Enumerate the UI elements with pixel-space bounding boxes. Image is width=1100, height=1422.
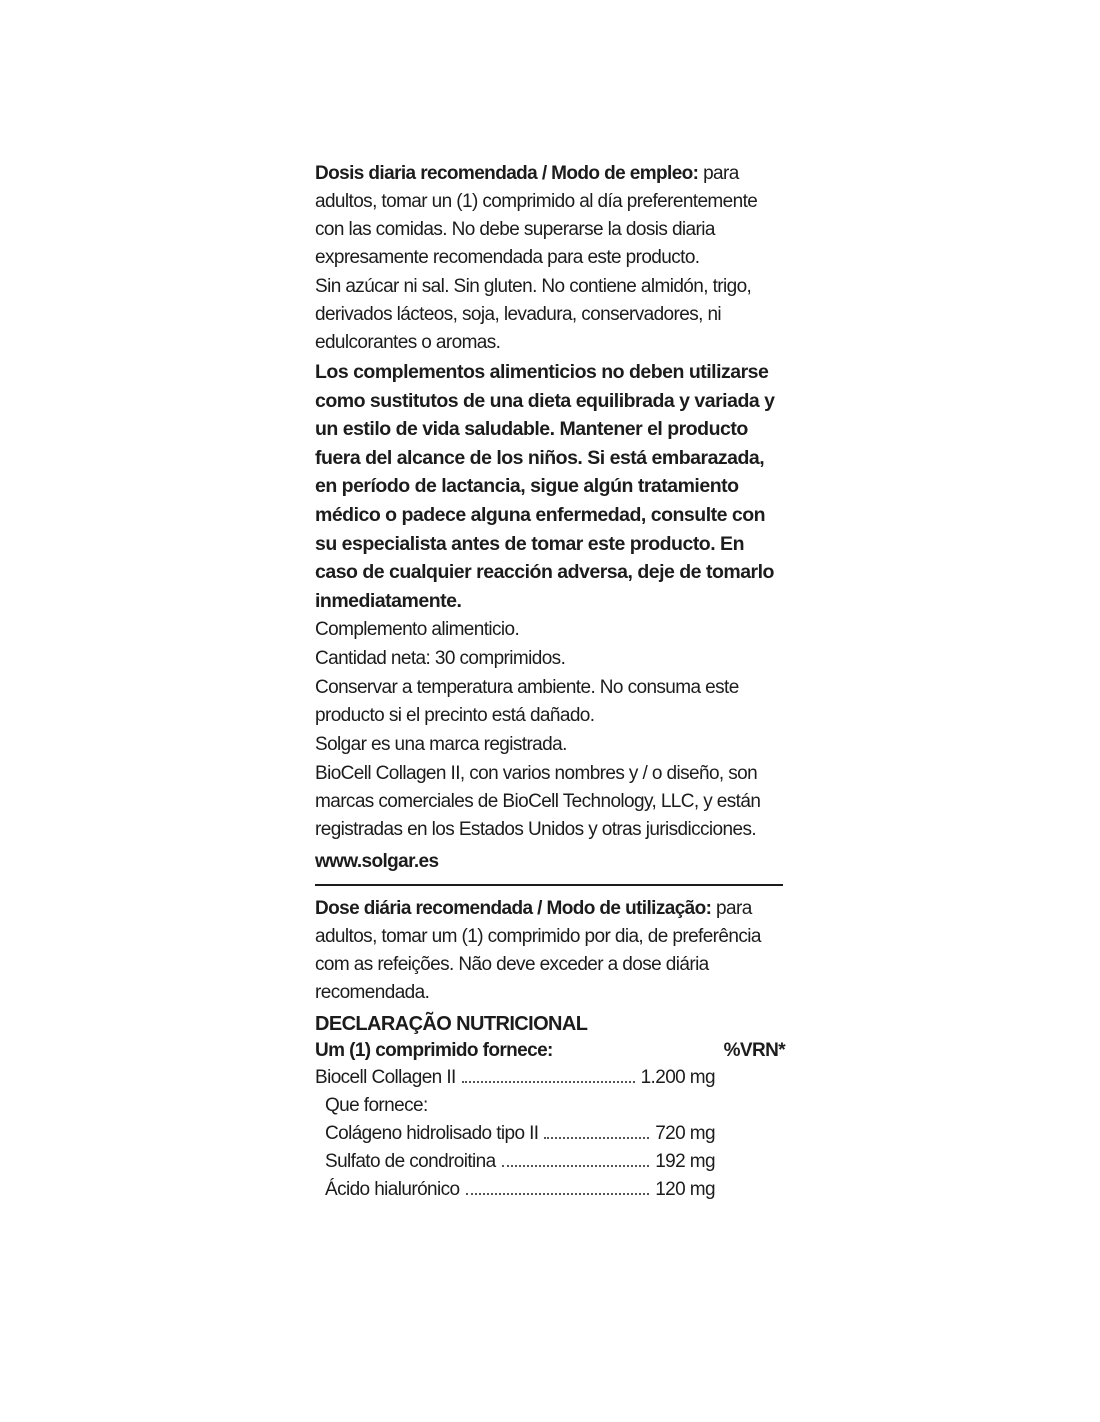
pt-dose-paragraph bbox=[315, 895, 785, 1007]
dot-leader bbox=[544, 1137, 649, 1139]
dot-leader bbox=[462, 1081, 635, 1083]
dot-leader bbox=[466, 1193, 650, 1195]
product-label bbox=[315, 160, 785, 1204]
pt-dose-text: para adultos, tomar um (1) comprimido por dia, de preferência com as refeições. Não deve exceder a dose diária recomendada. bbox=[315, 898, 761, 1004]
es-warning: Los complementos alimenticios no deben utilizarse como sustitutos de una dieta equilibrada y variada y un estilo de vida saludable. Mantener el producto fuera del alcance de los niños. Si está embarazada, en período de lactancia, sigue algún tratamiento médico o padece alguna enfermedad, consulte con su especialista antes de tomar este producto. En caso de cualquier reacción adversa, deje de tomarlo inmediatamente. bbox=[315, 361, 775, 612]
nutrient-name: Biocell Collagen II bbox=[315, 1067, 456, 1089]
nutrition-row bbox=[315, 1064, 715, 1092]
nutrition-subrow bbox=[315, 1120, 715, 1148]
nutrition-subrow bbox=[315, 1176, 715, 1204]
es-dose-text: para adultos, tomar un (1) comprimido al día preferentemente con las comidas. No debe superarse la dosis diaria expresamente recomendada para este producto. bbox=[315, 163, 758, 268]
section-divider bbox=[315, 884, 783, 886]
es-biocell-trademark: BioCell Collagen II, con varios nombres y / o diseño, son marcas comerciales de BioCell Technology, LLC, y están registradas en los Estados Unidos y otras jurisdicciones. bbox=[315, 763, 761, 841]
nutrient-name: Sulfato de condroitina bbox=[325, 1151, 496, 1173]
nutrient-amount: 192 mg bbox=[655, 1151, 715, 1173]
es-dose-paragraph bbox=[315, 160, 785, 272]
dot-leader bbox=[502, 1165, 650, 1167]
es-net-quantity: Cantidad neta: 30 comprimidos. bbox=[315, 648, 566, 670]
website-link[interactable]: www.solgar.es bbox=[315, 851, 439, 873]
es-trademark: Solgar es una marca registrada. bbox=[315, 734, 567, 756]
es-dose-heading: Dosis diaria recomendada / Modo de empleo: bbox=[315, 163, 699, 184]
nutrition-header bbox=[315, 1038, 785, 1064]
nutrient-name: Colágeno hidrolisado tipo II bbox=[325, 1123, 539, 1145]
vrn-label: %VRN* bbox=[723, 1040, 785, 1062]
es-free-from: Sin azúcar ni sal. Sin gluten. No contiene almidón, trigo, derivados lácteos, soja, levadura, conservadores, ni edulcorantes o aromas. bbox=[315, 276, 752, 353]
nutrient-amount: 1.200 mg bbox=[640, 1067, 715, 1089]
nutrition-subrow bbox=[315, 1148, 715, 1176]
nutrient-amount: 120 mg bbox=[655, 1179, 715, 1201]
nutrition-title: DECLARAÇÃO NUTRICIONAL bbox=[315, 1013, 588, 1036]
serving-label: Um (1) comprimido fornece: bbox=[315, 1040, 553, 1062]
es-product-type: Complemento alimenticio. bbox=[315, 619, 520, 641]
nutrient-amount: 720 mg bbox=[655, 1123, 715, 1145]
provides-label: Que fornece: bbox=[325, 1095, 428, 1117]
es-storage: Conservar a temperatura ambiente. No consuma este producto si el precinto está dañado. bbox=[315, 677, 739, 727]
pt-dose-heading: Dose diária recomendada / Modo de utilização: bbox=[315, 898, 712, 920]
nutrient-name: Ácido hialurónico bbox=[325, 1179, 460, 1201]
